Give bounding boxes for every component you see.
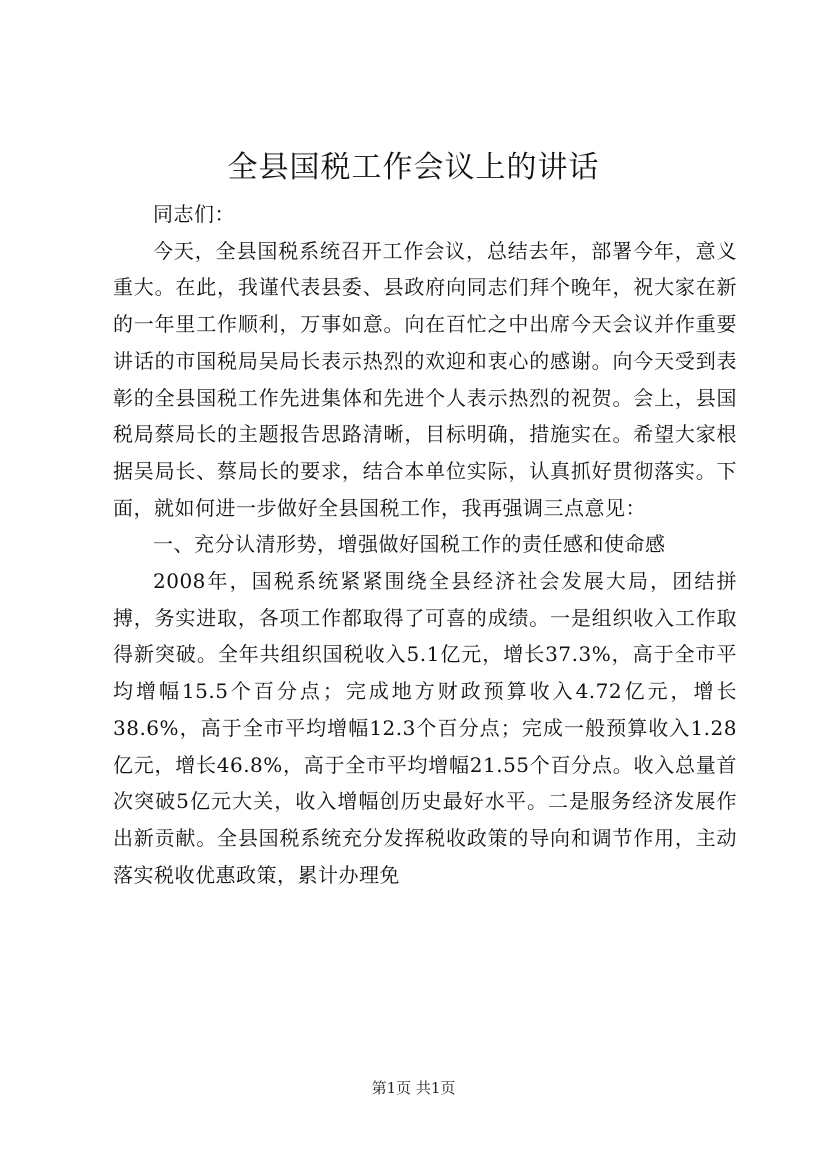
salutation: 同志们： bbox=[153, 202, 235, 226]
paragraph-achievements: 2008年，国税系统紧紧围绕全县经济社会发展大局，团结拼搏，务实进取，各项工作都取得了可喜的成绩。一是组织收入工作取得新突破。全年共组织国税收入5.1亿元，增长37.3%，高于全市平均增幅15.5个百分点；完成地方财政预算收入4.72亿元，增长38.6%，高于全市平均增幅12.3个百分点；完成一般预算收入1.28亿元，增长46.8%，高于全市平均增幅21.55个百分点。收入总量首次突破5亿元大关，收入增幅创历史最好水平。二是服务经济发展作出新贡献。全县国税系统充分发挥税收政策的导向和调节作用，主动落实税收优惠政策，累计办理免 bbox=[113, 569, 737, 887]
page-footer: 第1页 共1页 bbox=[371, 1079, 456, 1097]
document-title: 全县国税工作会议上的讲话 bbox=[227, 150, 600, 185]
paragraph-opening: 今天，全县国税系统召开工作会议，总结去年，部署今年，意义重大。在此，我谨代表县委、县政府向同志们拜个晚年，祝大家在新的一年里工作顺利，万事如意。向在百忙之中出席今天会议并作重要讲话的市国税局吴局长表示热烈的欢迎和衷心的感谢。向今天受到表彰的全县国税工作先进集体和先进个人表示热烈的祝贺。会上，县国税局蔡局长的主题报告思路清晰，目标明确，措施实在。希望大家根据吴局长、蔡局长的要求，结合本单位实际，认真抓好贯彻落实。下面，就如何进一步做好全县国税工作，我再强调三点意见： bbox=[113, 238, 737, 520]
document-body bbox=[113, 196, 737, 893]
section-heading-1: 一、充分认清形势，增强做好国税工作的责任感和使命感 bbox=[153, 532, 666, 557]
